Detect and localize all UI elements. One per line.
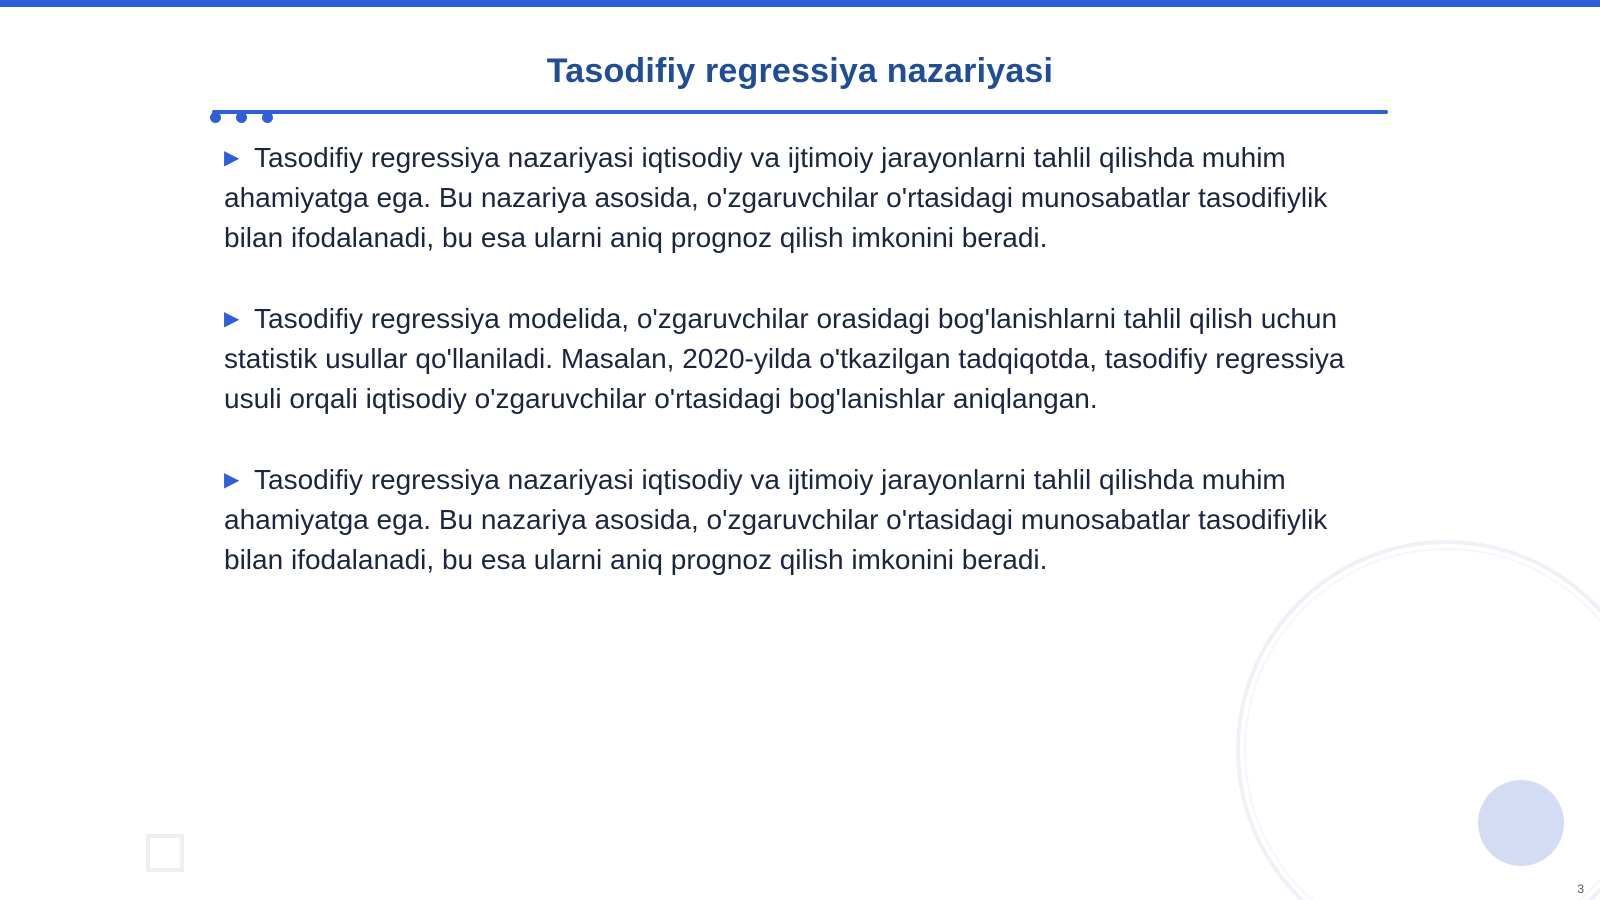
triangle-bullet-icon: ▶ (224, 469, 240, 491)
slide-title: Tasodifiy regressiya nazariyasi (546, 52, 1054, 90)
slide-body (224, 138, 1384, 621)
paragraph-text: Tasodifiy regressiya nazariyasi iqtisodiy va ijtimoiy jarayonlarni tahlil qilishda muhim ahamiyatga ega. Bu nazariya asosida, o'zgaruvchilar o'rtasidagi munosabatlar tasodifiylik bilan ifodalanadi, bu esa ularni aniq prognoz qilish imkonini beradi. (224, 142, 1328, 253)
title-underline (212, 110, 1388, 114)
decorative-square (146, 834, 184, 872)
paragraph-text: Tasodifiy regressiya nazariyasi iqtisodiy va ijtimoiy jarayonlarni tahlil qilishda muhim ahamiyatga ega. Bu nazariya asosida, o'zgaruvchilar o'rtasidagi munosabatlar tasodifiylik bilan ifodalanadi, bu esa ularni aniq prognoz qilish imkonini beradi. (224, 464, 1328, 575)
underline-dot (210, 112, 221, 123)
decorative-circle (1478, 780, 1564, 866)
triangle-bullet-icon: ▶ (224, 147, 240, 169)
top-accent-bar (0, 0, 1600, 7)
bullet-paragraph (224, 138, 1384, 258)
underline-dot (262, 112, 273, 123)
underline-dot (236, 112, 247, 123)
paragraph-text: Tasodifiy regressiya modelida, o'zgaruvchilar orasidagi bog'lanishlarni tahlil qilish uchun statistik usullar qo'llaniladi. Masalan, 2020-yilda o'tkazilgan tadqiqotda, tasodifiy regressiya usuli orqali iqtisodiy o'zgaruvchilar o'rtasidagi bog'lanishlar aniqlangan. (224, 303, 1345, 414)
bullet-paragraph (224, 460, 1384, 580)
triangle-bullet-icon: ▶ (224, 308, 240, 330)
page-number: 3 (1577, 882, 1584, 896)
bullet-paragraph (224, 299, 1384, 419)
